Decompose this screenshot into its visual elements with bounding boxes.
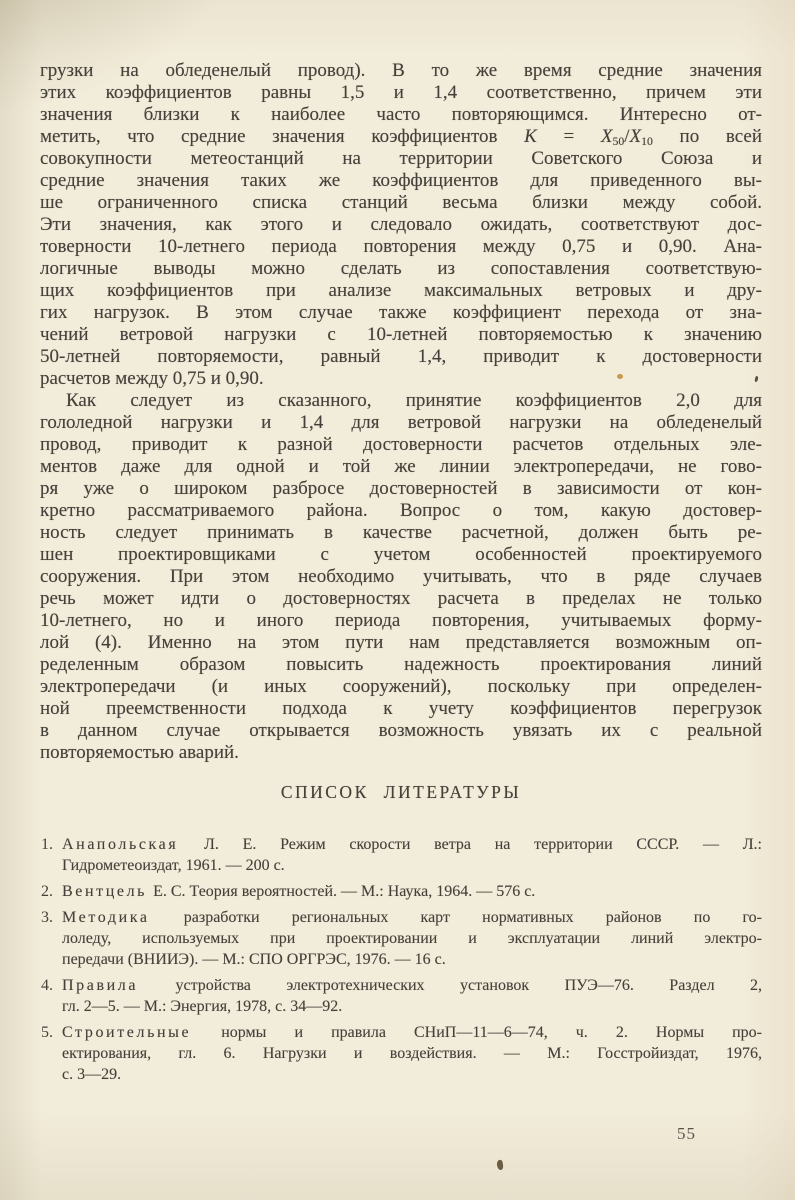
paragraph-continuation: [40, 60, 762, 390]
text-line: средние значения таких же коэффициентов для приведенного вы-: [40, 170, 762, 191]
text-line: [62, 975, 762, 996]
bibliography-item: [40, 1022, 762, 1085]
text-segment: Е. С. Теория вероятностей. — М.: Наука, 1964. — 576 с.: [149, 883, 536, 900]
bibliography-item-text: [62, 834, 762, 876]
bibliography-item-text: [62, 1022, 762, 1085]
text-segment: разработки региональных карт нормативных районов по го-: [151, 909, 762, 926]
text-line: сооружения. При этом необходимо учитывать, что в ряде случаев: [40, 566, 762, 587]
bibliography-item: [40, 881, 762, 902]
text-line: расчетов между 0,75 и 0,90.: [40, 368, 264, 389]
text-line: товерности 10-летнего периода повторения между 0,75 и 0,90. Ана-: [40, 236, 762, 257]
text-line: Как следует из сказанного, принятие коэффициентов 2,0 для: [66, 390, 762, 411]
bibliography-item-number: 1.: [41, 836, 53, 853]
spaced-author-name: Анапольская: [62, 836, 179, 853]
text-line: кретно рассматриваемого района. Вопрос о том, какую достовер-: [40, 500, 762, 521]
text-line: щих коэффициентов при анализе максимальных ветровых и дру-: [40, 280, 762, 301]
text-line: этих коэффициентов равны 1,5 и 1,4 соответственно, причем эти: [40, 82, 762, 103]
bibliography-item-number: 2.: [41, 883, 53, 900]
text-line: Гидрометеоиздат, 1961. — 200 с.: [62, 857, 285, 874]
text-line: чений ветровой нагрузки с 10-летней повторяемостью к значению: [40, 324, 762, 345]
text-line: ше ограниченного списка станций весьма близки между собой.: [40, 192, 762, 213]
spaced-author-name: Правила: [62, 977, 139, 994]
bibliography-item: [40, 975, 762, 1017]
text-line: передачи (ВНИИЭ). — М.: СПО ОРГРЭС, 1976. — 16 с.: [62, 951, 446, 968]
text-line: [62, 881, 762, 902]
text-line: шен проектировщиками с учетом особенностей проектируемого: [40, 544, 762, 565]
page-text-block: [40, 60, 762, 1090]
text-segment: Л. Е. Режим скорости ветра на территории СССР. — Л.:: [180, 836, 762, 853]
text-line: [62, 834, 762, 855]
text-line: 10-летнего, но и иного периода повторения, учитываемых форму-: [40, 610, 762, 631]
text-segment: 10: [641, 134, 653, 148]
text-line: провод, приводит к разной достоверности расчетов отдельных эле-: [40, 434, 762, 455]
text-line: ной преемственности подхода к учету коэффициентов перегрузок: [40, 698, 762, 719]
ink-speck: [617, 374, 623, 379]
text-line: с. 3—29.: [62, 1066, 122, 1083]
paragraph-conclusion: [40, 390, 762, 764]
bibliography-heading: СПИСОК ЛИТЕРАТУРЫ: [280, 782, 522, 802]
bibliography-item: [40, 907, 762, 970]
bibliography-item-number: 4.: [41, 977, 53, 994]
text-line: ментов даже для одной и той же линии электропередачи, не гово-: [40, 456, 762, 477]
bibliography-item: [40, 834, 762, 876]
text-line: [62, 1022, 762, 1043]
text-line: грузки на обледенелый провод). В то же время средние значения: [40, 60, 762, 81]
text-line: значения близки к наиболее часто повторяющимся. Интересно от-: [40, 104, 762, 125]
bibliography-item-text: [62, 907, 762, 970]
text-line: 50-летней повторяемости, равный 1,4, приводит к достоверности: [40, 346, 762, 367]
page-number: 55: [677, 1124, 696, 1143]
text-line: гл. 2—5. — М.: Энергия, 1978, с. 34—92.: [62, 998, 343, 1015]
text-line: логичные выводы можно сделать из сопоставления соответствую-: [40, 258, 762, 279]
text-line: ность следует принимать в качестве расчетной, должен быть ре-: [40, 522, 762, 543]
text-segment: устройства электротехнических установок ПУЭ—76. Раздел 2,: [140, 977, 762, 994]
text-line: в данном случае открывается возможность увязать их с реальной: [40, 720, 762, 741]
text-line: повторяемостью аварий.: [40, 742, 239, 763]
text-line: электропередачи (и иных сооружений), поскольку при определен-: [40, 676, 762, 697]
text-line: ря уже о широком разбросе достоверностей в зависимости от кон-: [40, 478, 762, 499]
spaced-author-name: Методика: [62, 909, 150, 926]
text-segment: нормы и правила СНиП—11—6—74, ч. 2. Нормы про-: [193, 1024, 762, 1041]
text-segment: X: [629, 126, 642, 147]
text-line: гололедной нагрузки и 1,4 для ветровой нагрузки на обледенелый: [40, 412, 762, 433]
text-line: Эти значения, как этого и следовало ожидать, соответствуют дос-: [40, 214, 762, 235]
text-line: ектирования, гл. 6. Нагрузки и воздействия. — М.: Госстройиздат, 1976,: [62, 1045, 762, 1062]
text-line: лой (4). Именно на этом пути нам представляется возможным оп-: [40, 632, 762, 653]
text-segment: K: [524, 126, 537, 147]
text-line: ределенным образом повысить надежность проектирования линий: [40, 654, 762, 675]
text-line: совокупности метеостанций на территории Советского Союза и: [40, 148, 762, 169]
text-segment: /: [624, 126, 630, 147]
spaced-author-name: Вентцель: [62, 883, 148, 900]
text-line: [62, 907, 762, 928]
text-line: [40, 126, 762, 148]
text-segment: =: [536, 126, 601, 147]
bibliography-item-number: 3.: [41, 909, 53, 926]
text-line: речь может идти о достоверностях расчета в пределах не только: [40, 588, 762, 609]
bibliography-item-number: 5.: [41, 1024, 53, 1041]
text-segment: 50: [612, 134, 625, 148]
bibliography-list: [40, 834, 762, 1085]
bibliography-item-text: [62, 881, 762, 902]
text-segment: X: [600, 126, 613, 147]
ink-speck: [496, 1160, 503, 1171]
text-line: гих нагрузок. В этом случае также коэффициент перехода от зна-: [40, 302, 762, 323]
spaced-author-name: Строительные: [62, 1024, 192, 1041]
text-segment: метить, что средние значения коэффициентов: [40, 126, 525, 147]
text-line: лоледу, используемых при проектировании и эксплуатации линий электро-: [62, 930, 762, 947]
bibliography-item-text: [62, 975, 762, 1017]
text-segment: по всей: [652, 126, 763, 147]
